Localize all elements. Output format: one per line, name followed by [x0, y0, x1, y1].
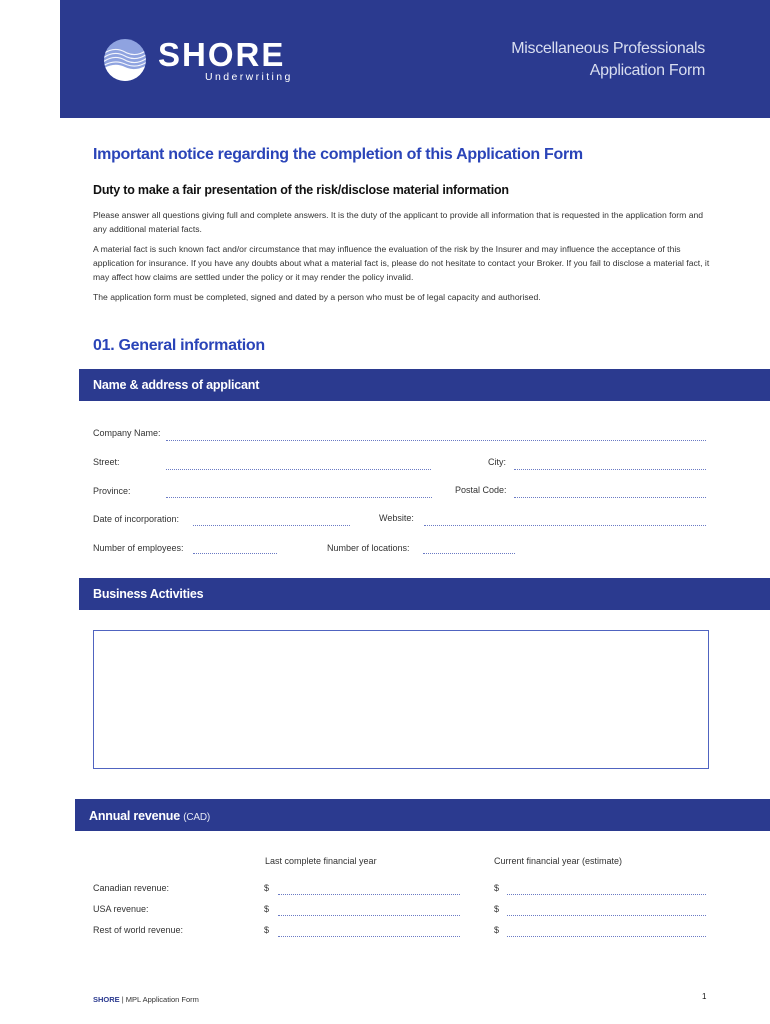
notice-paragraph-3: The application form must be completed, signed and dated by a person who must be of legal capacity and authorised.	[93, 292, 541, 302]
currency-symbol: $	[494, 883, 500, 893]
number-of-employees-field[interactable]	[193, 553, 277, 554]
currency-symbol: $	[264, 904, 270, 914]
street-field[interactable]	[166, 469, 431, 470]
website-label: Website:	[379, 513, 414, 523]
date-of-incorporation-label: Date of incorporation:	[93, 514, 180, 524]
form-title-line2: Application Form	[589, 62, 705, 79]
province-field[interactable]	[166, 497, 432, 498]
notice-paragraph-1: Please answer all questions giving full and complete answers. It is the duty of the applicant to provide all information that is requested in the application form and any additional material facts.	[93, 210, 704, 234]
currency-symbol: $	[494, 904, 500, 914]
canadian-revenue-last-year-field[interactable]	[278, 894, 460, 895]
canadian-revenue-current-year-field[interactable]	[507, 894, 706, 895]
brand-name: SHORE	[158, 36, 286, 73]
name-address-band	[79, 369, 770, 401]
date-of-incorporation-field[interactable]	[193, 525, 350, 526]
footer-label	[93, 995, 199, 1004]
name-address-band-label: Name & address of applicant	[93, 378, 260, 392]
usa-revenue-label: USA revenue:	[93, 904, 149, 914]
section-title-general-information: 01. General information	[93, 337, 265, 354]
rest-of-world-revenue-current-year-field[interactable]	[507, 936, 706, 937]
shore-logo-icon	[103, 38, 147, 82]
postal-code-label: Postal Code:	[455, 485, 507, 495]
page-number: 1	[702, 992, 707, 1001]
annual-revenue-label: Annual revenue	[89, 809, 180, 823]
business-activities-band	[79, 578, 770, 610]
currency-symbol: $	[264, 925, 270, 935]
rest-of-world-revenue-label: Rest of world revenue:	[93, 925, 184, 935]
currency-symbol: $	[494, 925, 500, 935]
duty-heading: Duty to make a fair presentation of the risk/disclose material information	[93, 183, 509, 197]
city-field[interactable]	[514, 469, 706, 470]
revenue-column-current-year: Current financial year (estimate)	[494, 856, 623, 866]
form-title-line1: Miscellaneous Professionals	[511, 40, 705, 57]
footer-text: | MPL Application Form	[121, 995, 199, 1004]
usa-revenue-last-year-field[interactable]	[278, 915, 460, 916]
brand-subtitle: Underwriting	[205, 71, 293, 83]
business-activities-textarea[interactable]	[93, 630, 709, 769]
notice-paragraph-2: A material fact is such known fact and/or circumstance that may influence the evaluation of the risk by the Insurer and may influence the acceptance of this application for insurance. If you have any doubts about what a material fact is, please do not hesitate to contact your Broker. If you fail to disclose a material fact, it may affect how claims are settled under the policy or it may render the policy invalid.	[93, 244, 710, 282]
city-label: City:	[488, 457, 506, 467]
canadian-revenue-label: Canadian revenue:	[93, 883, 170, 893]
notice-heading: Important notice regarding the completion of this Application Form	[93, 146, 583, 163]
business-activities-band-label: Business Activities	[93, 587, 204, 601]
number-of-locations-field[interactable]	[423, 553, 515, 554]
street-label: Street:	[93, 457, 120, 467]
currency-symbol: $	[264, 883, 270, 893]
usa-revenue-current-year-field[interactable]	[507, 915, 706, 916]
postal-code-field[interactable]	[514, 497, 706, 498]
footer-brand: SHORE	[93, 995, 120, 1004]
revenue-column-last-year: Last complete financial year	[265, 856, 377, 866]
annual-revenue-band	[75, 799, 770, 831]
annual-revenue-currency: (CAD)	[183, 812, 211, 823]
number-of-employees-label: Number of employees:	[93, 543, 184, 553]
website-field[interactable]	[424, 525, 706, 526]
company-name-field[interactable]	[166, 440, 706, 441]
rest-of-world-revenue-last-year-field[interactable]	[278, 936, 460, 937]
province-label: Province:	[93, 486, 131, 496]
annual-revenue-band-label	[89, 809, 210, 823]
number-of-locations-label: Number of locations:	[327, 543, 410, 553]
company-name-label: Company Name:	[93, 428, 161, 438]
